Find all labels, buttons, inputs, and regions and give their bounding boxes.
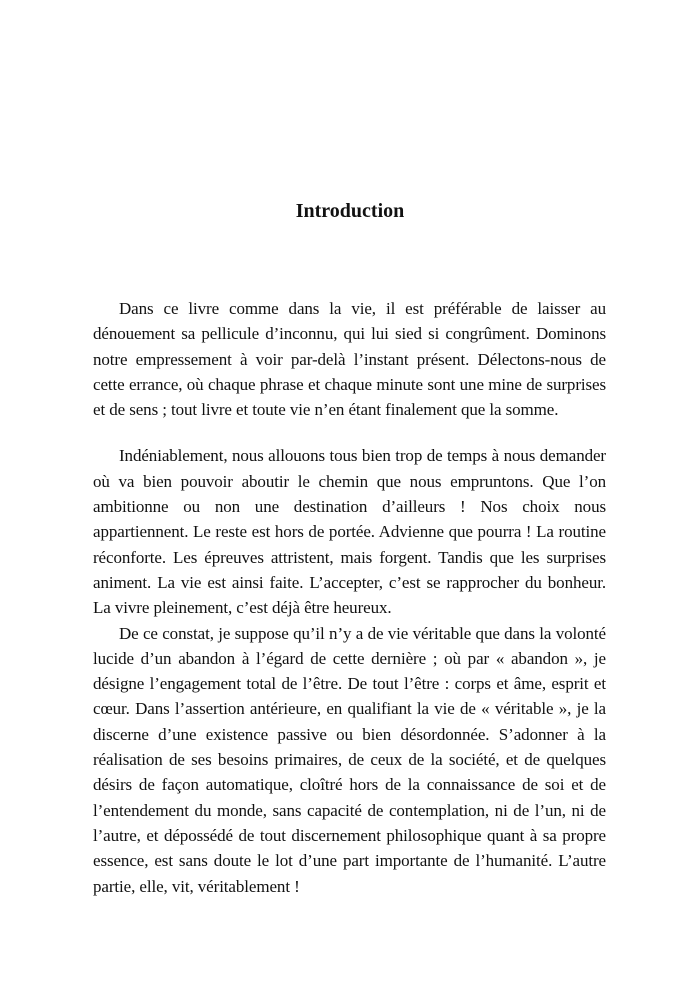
chapter-title: Introduction — [295, 200, 405, 222]
paragraph-gap — [93, 422, 606, 443]
paragraph-2: Indéniablement, nous allouons tous bien trop de temps à nous demander où va bien pouvoir aboutir le chemin que nous empruntons. Que l’on ambitionne ou non une destination d’ailleurs ! Nos choix nous appartiennent. Le reste est hors de portée. Advienne que pourra ! La routine réconforte. Les épreuves attristent, mais forgent. Tandis que les surprises animent. La vie est ainsi faite. L’accepter, c’est se rapprocher du bonheur. La vivre pleinement, c’est déjà être heureux. — [93, 446, 606, 618]
body-text — [93, 296, 606, 899]
paragraph-3: De ce constat, je suppose qu’il n’y a de vie véritable que dans la volonté lucide d’un abandon à l’égard de cette dernière ; où par « abandon », je désigne l’engagement total de l’être. De tout l’être : corps et âme, esprit et cœur. Dans l’assertion antérieure, en qualifiant la vie de « véritable », je la discerne d’une existence passive ou bien désordonnée. S’adonner à la réalisation de ses besoins primaires, de ceux de la société, et de quelques désirs de façon automatique, cloîtré hors de la connaissance de soi et de l’entendement du monde, sans capacité de contemplation, ni de l’un, ni de l’autre, et dépossédé de tout discernement philosophique quant à sa propre essence, est sans doute le lot d’une part importante de l’humanité. L’autre partie, elle, vit, véritablement ! — [93, 623, 606, 896]
paragraph-1: Dans ce livre comme dans la vie, il est préférable de laisser au dénouement sa pellicule d’inconnu, qui lui sied si congrûment. Dominons notre empressement à voir par-delà l’instant présent. Délectons-nous de cette errance, où chaque phrase et chaque minute sont une mine de surprises et de sens ; tout livre et toute vie n’en étant finalement que la somme. — [93, 299, 606, 420]
